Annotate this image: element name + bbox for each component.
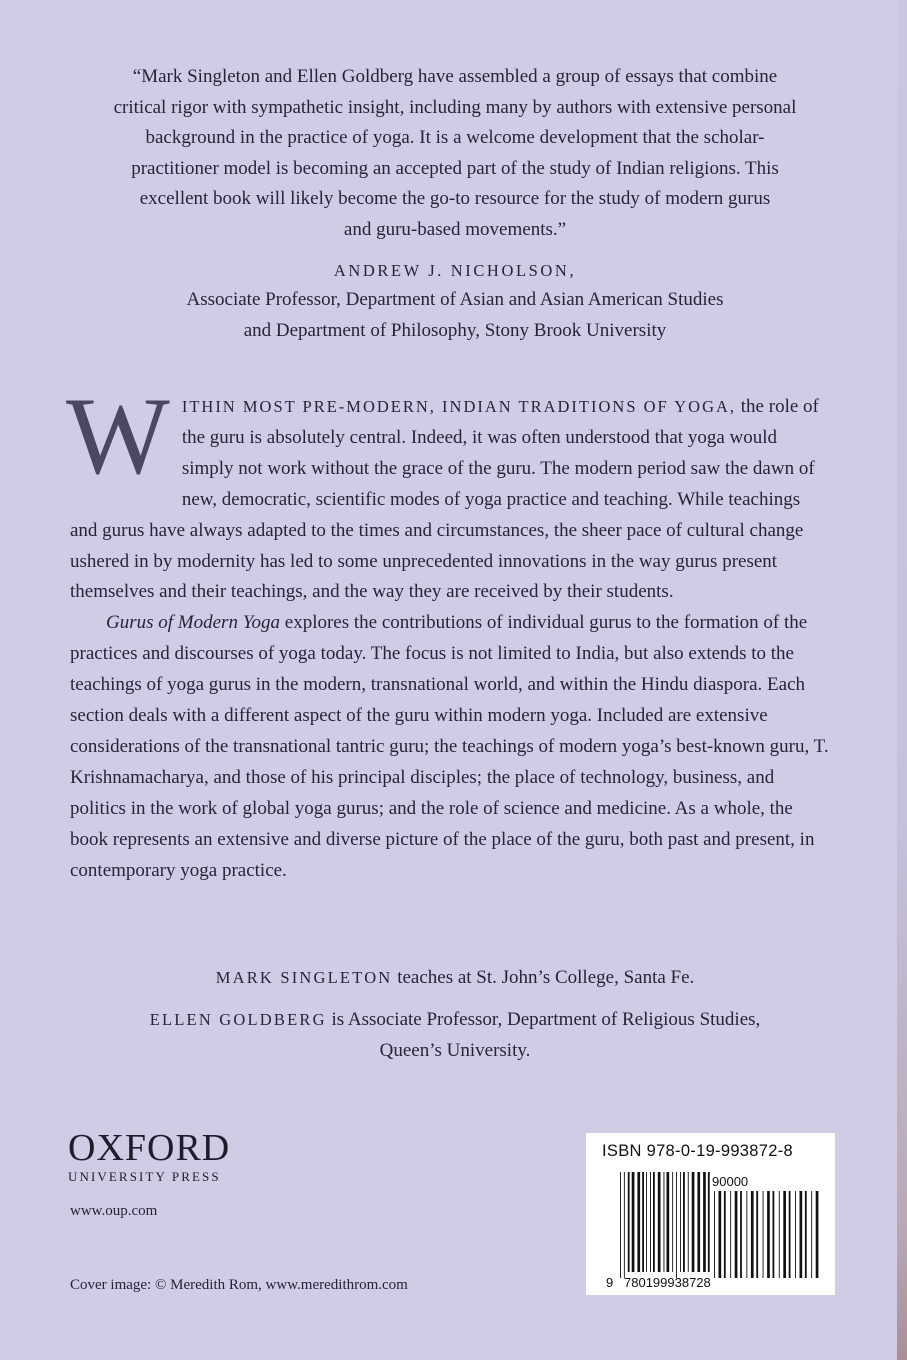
barcode-addon-bar xyxy=(816,1191,819,1278)
book-description xyxy=(66,375,832,887)
opening-small-caps: ITHIN MOST PRE-MODERN, INDIAN TRADITIONS OF YOGA, xyxy=(181,397,737,416)
description-paragraph-1 xyxy=(66,375,832,608)
barcode-addon-bar xyxy=(756,1191,758,1278)
barcode-bar xyxy=(658,1172,661,1272)
publisher-logo-sub: UNIVERSITY PRESS xyxy=(68,1169,221,1184)
barcode-bar xyxy=(653,1172,655,1272)
endorser-name: ANDREW J. NICHOLSON, xyxy=(333,261,577,280)
barcode-bar xyxy=(692,1172,695,1272)
author-bio-singleton xyxy=(70,962,840,993)
barcode-bar xyxy=(664,1172,665,1272)
author-bio-goldberg xyxy=(70,1004,840,1066)
quote-line: “Mark Singleton and Ellen Goldberg have assembled a group of essays that combine xyxy=(132,66,778,87)
barcode-addon-bar xyxy=(730,1191,731,1278)
barcode-lead-digit: 9 xyxy=(606,1275,614,1290)
barcode-addon-bar xyxy=(795,1191,796,1278)
paragraph-2-text: explores the contributions of individual gurus to the formation of the practices and discourses of yoga today. The focus is not limited to India, but also extends to the teachings of yoga gurus in the modern, transnational world, and within the Hindu diaspora. Each section deals with a different aspect of the guru within modern yoga. Included are extensive considerations of the transnational tantric guru; the teachings of modern yoga’s best-known guru, T. Krishnamacharya, and those of his principal disciples; the place of technology, business, and politics in the work of global yoga gurus; and the role of science and medicine. As a whole, the book represents an extensive and diverse picture of the place of the guru, both past and present, in contemporary yoga practice. xyxy=(70,612,829,881)
book-title-italic: Gurus of Modern Yoga xyxy=(106,612,281,634)
endorsement-quote xyxy=(70,62,840,246)
barcode-bar xyxy=(688,1172,689,1272)
barcode-bar xyxy=(632,1172,635,1272)
endorser-affiliation-line: and Department of Philosophy, Stony Brook University xyxy=(243,319,667,341)
barcode-addon-bar xyxy=(800,1191,803,1278)
quote-line: practitioner model is becoming an accepted part of the study of Indian religions. This xyxy=(131,157,779,179)
barcode-main-digits: 780199938728 xyxy=(624,1275,711,1290)
publisher-logo-main: OXFORD xyxy=(68,1127,231,1169)
barcode-bar xyxy=(650,1172,651,1272)
barcode-addon-digits: 90000 xyxy=(712,1174,749,1189)
barcode-addon-bar xyxy=(805,1191,807,1278)
author-bio-text: teaches at St. John’s College, Santa Fe. xyxy=(392,967,695,988)
barcode-bar xyxy=(676,1172,677,1278)
author-bio-text-line2: Queen’s University. xyxy=(379,1040,531,1061)
barcode-bar xyxy=(637,1172,640,1272)
barcode-addon-bar xyxy=(714,1191,715,1278)
barcode-bar xyxy=(646,1172,647,1272)
quote-line: and guru-based movements.” xyxy=(343,218,567,240)
publisher-url: www.oup.com xyxy=(70,1203,158,1219)
paragraph-1-text: the role of the guru is absolutely central. Indeed, it was often understood that yoga would simply not work without the grace of the guru. The modern period saw the dawn of new, democratic, scientific modes of yoga practice and teaching. While teachings and gurus have always adapted to the times and circumstances, the sheer pace of cultural change ushered in by modernity has led to some unprecedented innovations in the way gurus present themselves and their teachings, and the way they are received by their students. xyxy=(70,396,819,603)
cover-spine-edge xyxy=(897,0,907,1360)
barcode-graphic xyxy=(586,1133,835,1295)
isbn-label: ISBN 978-0-19-993872-8 xyxy=(602,1142,793,1160)
barcode-bar xyxy=(680,1172,681,1272)
barcode-addon-bar xyxy=(751,1191,754,1278)
barcode-addon-bar xyxy=(746,1191,747,1278)
barcode-bar xyxy=(642,1172,644,1272)
barcode-addon-bar xyxy=(719,1191,722,1278)
barcode-bar xyxy=(667,1172,670,1272)
isbn-barcode xyxy=(586,1133,835,1295)
barcode-addon-bar xyxy=(773,1191,775,1278)
barcode-bar xyxy=(624,1172,625,1278)
barcode-addon-bar xyxy=(811,1191,812,1278)
barcode-addon-bar xyxy=(783,1191,786,1278)
barcode-addon-bar xyxy=(767,1191,770,1278)
barcode-bar xyxy=(697,1172,700,1272)
barcode-bar xyxy=(683,1172,685,1272)
barcode-addon-bar xyxy=(724,1191,726,1278)
drop-cap: W xyxy=(66,375,170,497)
barcode-addon-bar xyxy=(789,1191,791,1278)
endorser-affiliation xyxy=(70,285,840,346)
barcode-addon-bar xyxy=(740,1191,742,1278)
barcode-bar xyxy=(672,1172,673,1272)
barcode-main-bars xyxy=(620,1172,710,1278)
quote-line: critical rigor with sympathetic insight, including many by authors with extensive personal xyxy=(113,96,797,118)
author-name: MARK SINGLETON xyxy=(215,968,393,987)
description-paragraph-2 xyxy=(70,608,832,886)
barcode-addon-bar xyxy=(779,1191,780,1278)
barcode-bar xyxy=(703,1172,706,1272)
barcode-addon-bar xyxy=(735,1191,738,1278)
cover-image-credit: Cover image: © Meredith Rom, www.meredithrom.com xyxy=(70,1277,408,1293)
barcode-bar xyxy=(620,1172,621,1278)
barcode-addon-bar xyxy=(763,1191,764,1278)
quote-line: excellent book will likely become the go-to resource for the study of modern gurus xyxy=(139,188,771,210)
barcode-bar xyxy=(628,1172,630,1272)
author-bio-text: is Associate Professor, Department of Religious Studies, xyxy=(326,1009,761,1030)
author-name: ELLEN GOLDBERG xyxy=(149,1010,327,1029)
barcode-addon-bars xyxy=(714,1191,818,1278)
quote-line: background in the practice of yoga. It is a welcome development that the scholar- xyxy=(145,127,765,149)
barcode-bar xyxy=(708,1172,710,1272)
endorser-affiliation-line: Associate Professor, Department of Asian and Asian American Studies xyxy=(186,289,724,310)
publisher-logo xyxy=(68,1128,230,1185)
